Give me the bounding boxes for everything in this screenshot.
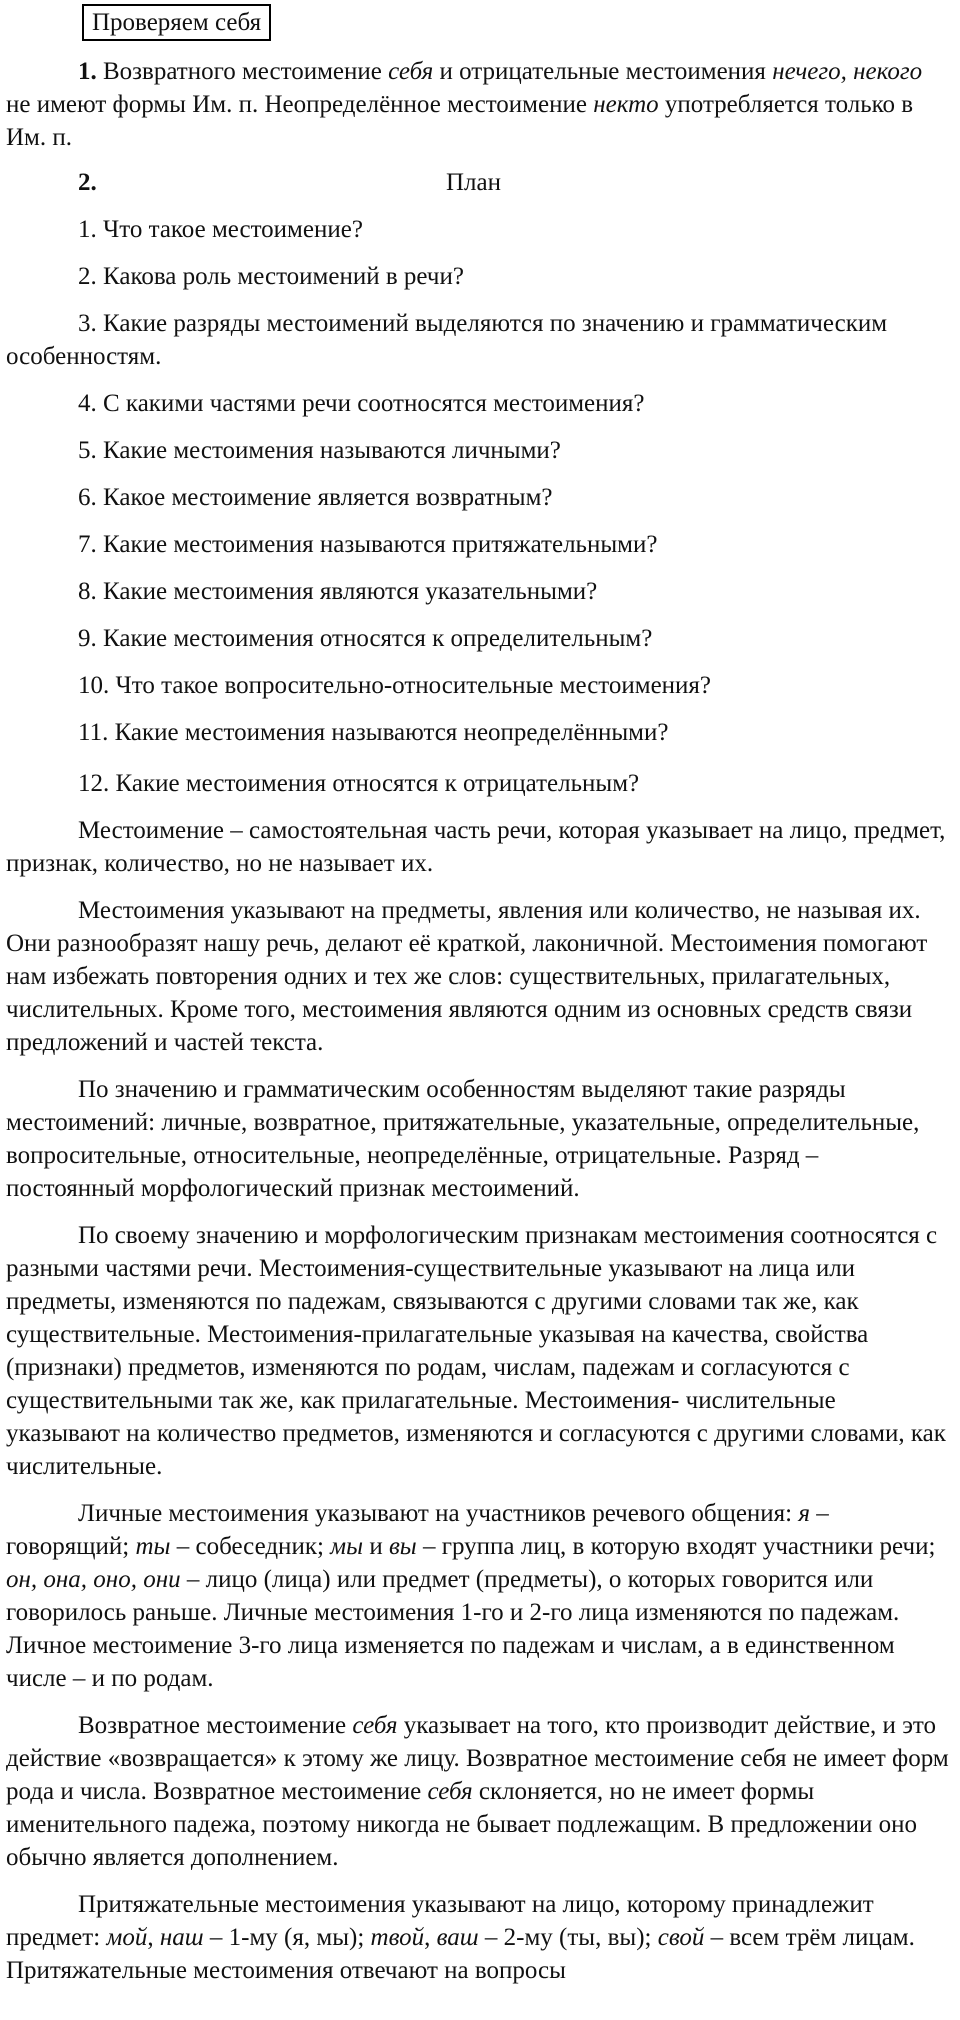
pronoun-example: вы — [388, 1533, 417, 1560]
answer-1-text: не имеют формы Им. п. Неопределённое местоимение — [6, 91, 594, 118]
answer-1-italic: некого — [853, 58, 923, 85]
answer-1-italic: нечего, — [772, 58, 847, 85]
answer-1-italic: некто — [593, 91, 659, 118]
answer-1-number: 1. — [78, 58, 97, 85]
paragraph-text: – лицо (лица) или предмет (предметы), о которых говорится или говорилось раньше. Личные местоимения 1-го и 2-го лица изменяются по падежам. Личное местоимение 3-го лица изменяется по падежам и числам, а в единственном числе – и по родам. — [6, 1566, 900, 1692]
plan-item: 2. Какова роль местоимений в речи? — [78, 263, 464, 290]
pronoun-example: ваш — [436, 1924, 479, 1951]
answer-2-header — [6, 166, 952, 199]
pronoun-example: я — [798, 1500, 810, 1527]
paragraph-text: – собеседник; — [170, 1533, 331, 1560]
paragraph-text: указывает на того, кто производит действие, и это действие «возвращается» к этому же лицу. Возвратное местоимение себя не имеет форм рода и числа. Возвратное местоимение — [6, 1712, 949, 1805]
section-title-box: Проверяем себя — [82, 4, 271, 41]
plan-item: 12. Какие местоимения относятся к отрицательным? — [78, 770, 640, 797]
paragraph-text: , — [424, 1924, 437, 1951]
pronoun-example: свой — [657, 1924, 705, 1951]
personal-pronouns-paragraph — [6, 1497, 952, 1695]
plan-item: 7. Какие местоимения называются притяжательными? — [78, 531, 658, 558]
paragraph-text: Притяжательные местоимения указывают на лицо, которому принадлежит предмет: — [6, 1891, 874, 1951]
plan-item: 1. Что такое местоимение? — [78, 216, 363, 243]
plan-item: 6. Какое местоимение является возвратным? — [78, 484, 553, 511]
paragraph-text: – говорящий; — [6, 1500, 829, 1560]
body-paragraph: Местоимение – самостоятельная часть речи, которая указывает на лицо, предмет, признак, количество, но не называет их. — [6, 817, 946, 877]
plan-item: 9. Какие местоимения относятся к определительным? — [78, 625, 653, 652]
paragraph-text: и — [363, 1533, 389, 1560]
answer-1-text: и отрицательные местоимения — [433, 58, 773, 85]
pronoun-example: себя — [427, 1778, 473, 1805]
plan-item: 10. Что такое вопросительно-относительные местоимения? — [78, 672, 712, 699]
plan-item: 5. Какие местоимения называются личными? — [78, 437, 561, 464]
body-paragraph: По значению и грамматическим особенностям выделяют такие разряды местоимений: личные, возвратное, притяжательные, указательные, определительные, вопросительные, относительные, неопределённые, отрицательные. Разряд – постоянный морфологический признак местоимений. — [6, 1076, 920, 1202]
answer-1-text: Возвратного местоимение — [96, 58, 389, 85]
answer-1-italic: себя — [388, 58, 434, 85]
plan-item: 8. Какие местоимения являются указательными? — [78, 578, 598, 605]
answer-1-paragraph — [6, 55, 952, 154]
possessive-pronouns-paragraph — [6, 1888, 952, 1987]
answer-1-text: употребляется только в Им. п. — [6, 91, 914, 151]
pronoun-example: твой — [370, 1924, 425, 1951]
paragraph-text: , — [147, 1924, 160, 1951]
answer-2-number: 2. — [78, 169, 97, 196]
paragraph-text: – 1-му (я, мы); — [203, 1924, 371, 1951]
reflexive-pronoun-paragraph — [6, 1709, 952, 1874]
pronoun-example: он, она, оно, они — [6, 1566, 181, 1593]
paragraph-text: Возвратное местоимение — [78, 1712, 353, 1739]
paragraph-text: склоняется, но не имеет формы именительного падежа, поэтому никогда не бывает подлежащим. В предложении оно обычно является дополнением. — [6, 1778, 917, 1871]
body-paragraph: По своему значению и морфологическим признакам местоимения соотносятся с разными частями речи. Местоимения-существительные указывают на лица или предметы, изменяются по падежам, связываются с другими словами так же, как существительные. Местоимения-прилагательные указывая на качества, свойства (признаки) предметов, изменяются по родам, числам, падежам и согласуются с существительными так же, как прилагательные. Местоимения- числительные указывают на количество предметов, изменяются и согласуются с другими словами, как числительные. — [6, 1222, 946, 1480]
plan-item: 11. Какие местоимения называются неопределёнными? — [78, 719, 669, 746]
paragraph-text: – 2-му (ты, вы); — [478, 1924, 658, 1951]
plan-item: 4. С какими частями речи соотносятся местоимения? — [78, 390, 645, 417]
pronoun-example: наш — [159, 1924, 204, 1951]
pronoun-example: ты — [135, 1533, 171, 1560]
pronoun-example: мой — [106, 1924, 148, 1951]
plan-item: 3. Какие разряды местоимений выделяются по значению и грамматическим особенностям. — [6, 310, 888, 370]
pronoun-example: мы — [330, 1533, 364, 1560]
paragraph-text: – всем трём лицам. Притяжательные местоимения отвечают на вопросы — [6, 1924, 915, 1984]
paragraph-text: Личные местоимения указывают на участников речевого общения: — [78, 1500, 799, 1527]
plan-title: План — [446, 169, 502, 196]
body-paragraph: Местоимения указывают на предметы, явления или количество, не называя их. Они разнообразят нашу речь, делают её краткой, лаконичной. Местоимения помогают нам избежать повторения одних и тех же слов: существительных, прилагательных, числительных. Кроме того, местоимения являются одним из основных средств связи предложений и частей текста. — [6, 897, 928, 1056]
paragraph-text: – группа лиц, в которую входят участники речи; — [416, 1533, 936, 1560]
pronoun-example: себя — [352, 1712, 398, 1739]
